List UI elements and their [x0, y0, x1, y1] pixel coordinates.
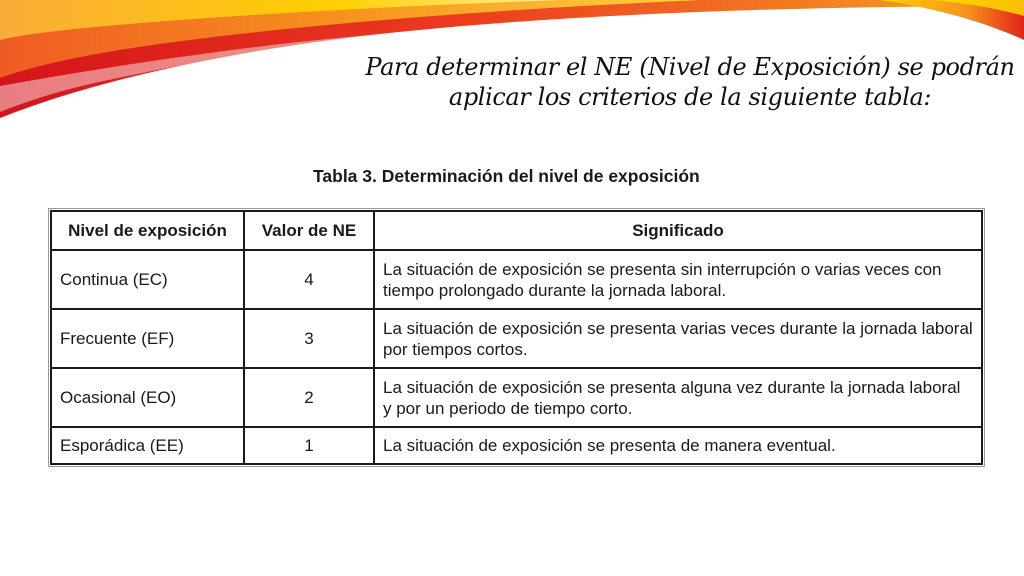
cell-value: 1 — [244, 427, 374, 464]
header-nivel-exposicion: Nivel de exposición — [51, 211, 244, 250]
cell-level: Esporádica (EE) — [51, 427, 244, 464]
cell-meaning: La situación de exposición se presenta alguna vez durante la jornada laboral y por un periodo de tiempo corto. — [374, 368, 982, 427]
heading-line-2: aplicar los criterios de la siguiente tabla: — [448, 83, 932, 111]
exposure-level-table — [50, 210, 983, 465]
table-header-row — [51, 211, 982, 250]
table-row — [51, 427, 982, 464]
table-row — [51, 368, 982, 427]
cell-level: Continua (EC) — [51, 250, 244, 309]
table-row — [51, 250, 982, 309]
cell-level: Frecuente (EF) — [51, 309, 244, 368]
heading-line-1: Para determinar el NE (Nivel de Exposición) se podrán — [365, 53, 1015, 81]
cell-value: 3 — [244, 309, 374, 368]
cell-value: 4 — [244, 250, 374, 309]
cell-value: 2 — [244, 368, 374, 427]
header-significado: Significado — [374, 211, 982, 250]
cell-meaning: La situación de exposición se presenta de manera eventual. — [374, 427, 982, 464]
table-row — [51, 309, 982, 368]
table-caption: Tabla 3. Determinación del nivel de exposición — [313, 166, 700, 186]
cell-meaning: La situación de exposición se presenta varias veces durante la jornada laboral por tiempos cortos. — [374, 309, 982, 368]
cell-level: Ocasional (EO) — [51, 368, 244, 427]
header-valor-ne: Valor de NE — [244, 211, 374, 250]
slide-heading — [300, 52, 1024, 112]
cell-meaning: La situación de exposición se presenta sin interrupción o varias veces con tiempo prolongado durante la jornada laboral. — [374, 250, 982, 309]
